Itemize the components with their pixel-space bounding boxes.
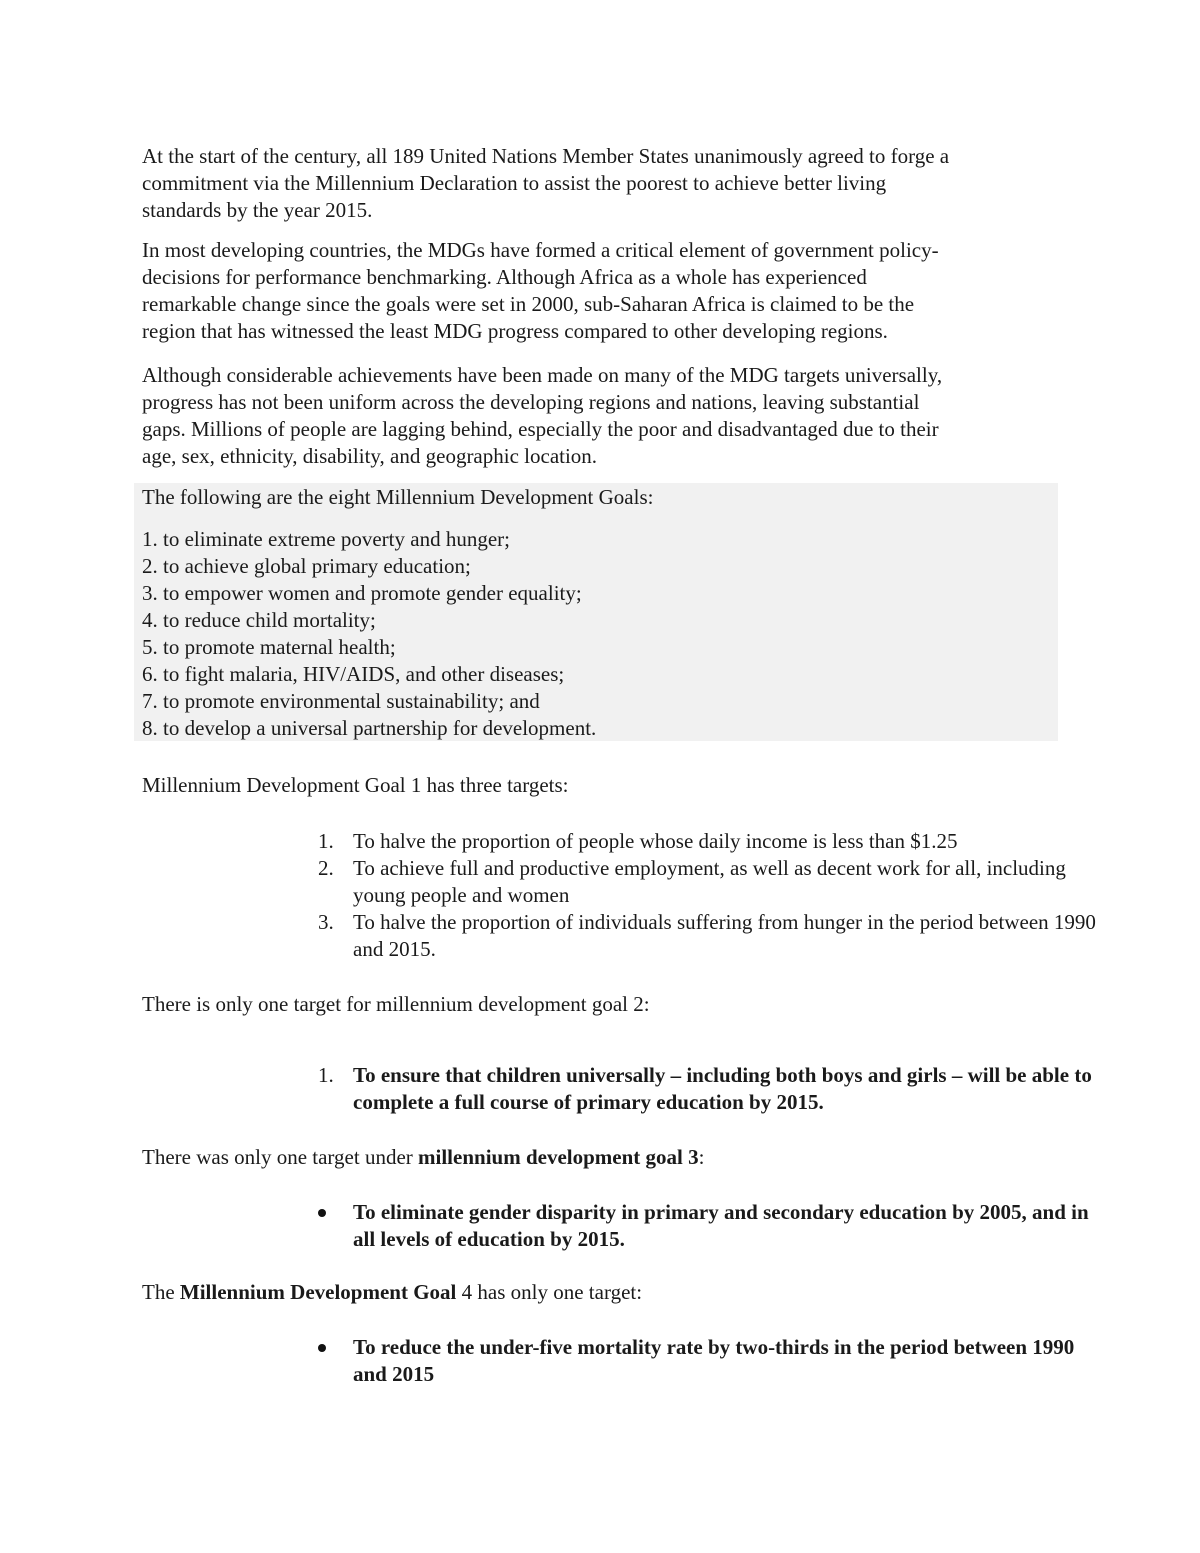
text-line: standards by the year 2015.	[142, 198, 373, 222]
goal-item: 4. to reduce child mortality;	[142, 608, 376, 632]
intro-paragraph-2	[142, 237, 939, 345]
target-text: young people and women	[353, 883, 570, 907]
goal-item: 5. to promote maternal health;	[142, 635, 396, 659]
text-line: At the start of the century, all 189 United Nations Member States unanimously agreed to forge a	[142, 144, 950, 168]
goal-item: 2. to achieve global primary education;	[142, 554, 471, 578]
heading-bold-text: Millennium Development Goal	[179, 1280, 457, 1304]
target-text: all levels of education by 2015.	[353, 1227, 625, 1251]
goal-item: 1. to eliminate extreme poverty and hunger;	[142, 527, 510, 551]
heading-text: The	[142, 1280, 180, 1304]
target-text: complete a full course of primary education by 2015.	[353, 1090, 824, 1114]
heading-bold-text: millennium development goal 3	[418, 1145, 699, 1169]
target-text: To reduce the under-five mortality rate by two-thirds in the period between 1990	[353, 1335, 1075, 1359]
goal2-heading: There is only one target for millennium development goal 2:	[142, 992, 650, 1016]
goal-item: 6. to fight malaria, HIV/AIDS, and other diseases;	[142, 662, 565, 686]
target-text: and 2015	[353, 1362, 435, 1386]
intro-paragraph-3	[142, 362, 942, 470]
goal4-heading	[142, 1279, 642, 1306]
list-number: 3.	[318, 910, 334, 934]
text-line: decisions for performance benchmarking. Although Africa as a whole has experienced	[142, 265, 867, 289]
text-line: progress has not been uniform across the developing regions and nations, leaving substantial	[142, 390, 920, 414]
goal-item: 3. to empower women and promote gender equality;	[142, 581, 582, 605]
target-text: To halve the proportion of people whose daily income is less than $1.25	[353, 829, 958, 853]
target-text: To ensure that children universally – including both boys and girls – will be able to	[353, 1063, 1092, 1087]
bullet-icon	[318, 1344, 326, 1352]
heading-text: :	[698, 1145, 705, 1169]
text-line: commitment via the Millennium Declaration to assist the poorest to achieve better living	[142, 171, 887, 195]
goal-item: 7. to promote environmental sustainability; and	[142, 689, 540, 713]
list-number: 1.	[318, 829, 334, 853]
goals-title: The following are the eight Millennium Development Goals:	[142, 485, 654, 509]
text-line: In most developing countries, the MDGs have formed a critical element of government policy-	[142, 238, 939, 262]
target-text: To achieve full and productive employment, as well as decent work for all, including	[353, 856, 1066, 880]
bullet-icon	[318, 1209, 326, 1217]
target-text: and 2015.	[353, 937, 436, 961]
target-text: To eliminate gender disparity in primary and secondary education by 2005, and in	[353, 1200, 1089, 1224]
intro-paragraph-1	[142, 143, 949, 224]
goal-item: 8. to develop a universal partnership for development.	[142, 716, 597, 740]
goal3-heading	[142, 1144, 704, 1171]
heading-text: There was only one target under	[142, 1145, 419, 1169]
goals-list	[142, 526, 596, 742]
target-text: To halve the proportion of individuals suffering from hunger in the period between 1990	[353, 910, 1096, 934]
text-line: gaps. Millions of people are lagging behind, especially the poor and disadvantaged due to their	[142, 417, 939, 441]
list-number: 1.	[318, 1063, 334, 1087]
text-line: age, sex, ethnicity, disability, and geographic location.	[142, 444, 598, 468]
heading-text: 4 has only one target:	[456, 1280, 643, 1304]
list-number: 2.	[318, 856, 334, 880]
text-line: remarkable change since the goals were set in 2000, sub-Saharan Africa is claimed to be the	[142, 292, 915, 316]
text-line: Although considerable achievements have been made on many of the MDG targets universally,	[142, 363, 943, 387]
text-line: region that has witnessed the least MDG progress compared to other developing regions.	[142, 319, 888, 343]
goal1-heading: Millennium Development Goal 1 has three targets:	[142, 773, 569, 797]
